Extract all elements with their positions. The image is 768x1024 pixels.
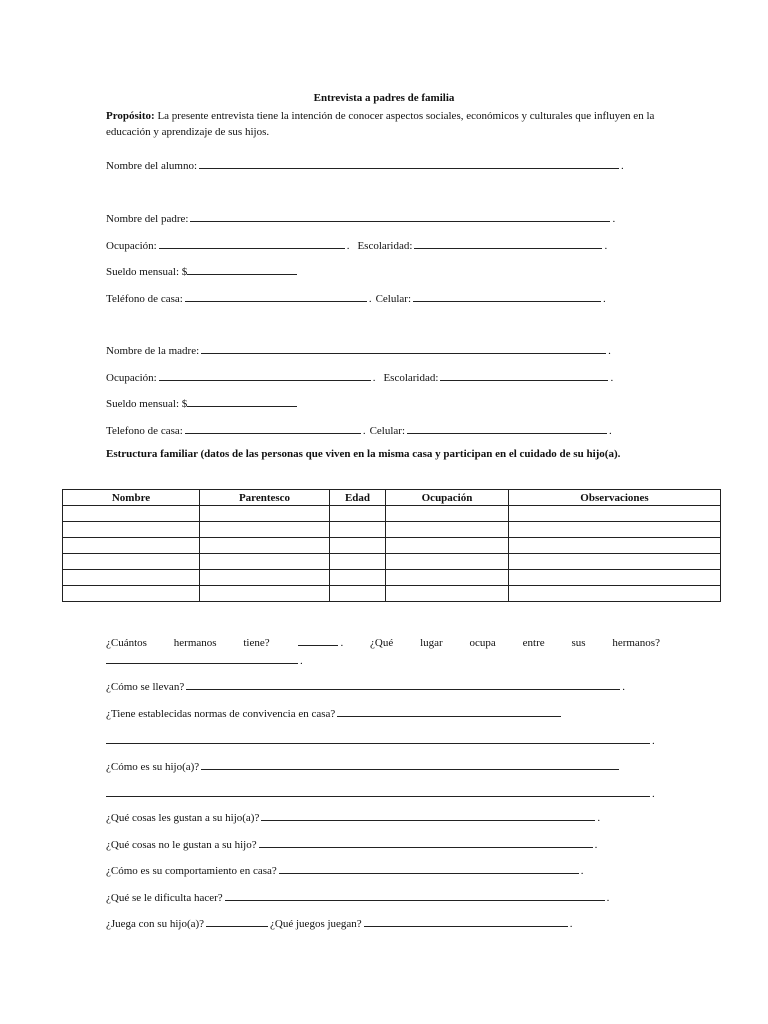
father-occupation-label: Ocupación:	[106, 240, 157, 252]
mother-salary-field[interactable]	[187, 395, 297, 407]
get-along-question: ¿Cómo se llevan?	[106, 681, 185, 693]
mother-schooling-label: Escolaridad:	[383, 372, 439, 384]
purpose-text: La presente entrevista tiene la intención de conocer aspectos sociales, económicos y culturales que influyen en la educación y aprendizaje de sus hijos.	[106, 110, 655, 138]
table-cell[interactable]	[386, 538, 509, 554]
child-like-row	[106, 758, 621, 773]
column-header-edad: Edad	[330, 490, 386, 506]
siblings-word: hermanos?	[612, 637, 660, 649]
father-schooling-label: Escolaridad:	[357, 240, 413, 252]
child-like-field[interactable]	[201, 758, 619, 770]
father-occupation-field[interactable]	[159, 237, 345, 249]
games-field[interactable]	[364, 915, 568, 927]
table-cell[interactable]	[386, 522, 509, 538]
table-cell[interactable]	[509, 538, 721, 554]
table-cell[interactable]	[509, 570, 721, 586]
father-phone-row: Teléfono de casa: . Celular: .	[106, 290, 606, 305]
student-name-field[interactable]	[199, 157, 619, 169]
dislikes-row: ¿Qué cosas no le gustan a su hijo? .	[106, 836, 597, 851]
mother-phone-row: Telefono de casa: . Celular: .	[106, 422, 612, 437]
child-like-field-line-2[interactable]	[106, 785, 650, 797]
rules-continuation-row: .	[106, 732, 655, 747]
mother-name-field[interactable]	[201, 342, 606, 354]
table-cell[interactable]	[386, 554, 509, 570]
family-structure-heading: Estructura familiar (datos de las personas que viven en la misma casa y participan en el cuidado de su hijo(a).	[106, 448, 621, 460]
siblings-question-row	[106, 634, 660, 649]
family-table-header-row	[63, 490, 721, 506]
column-header-nombre: Nombre	[63, 490, 200, 506]
father-name-row: Nombre del padre: .	[106, 210, 615, 225]
table-row	[63, 570, 721, 586]
dislikes-question: ¿Qué cosas no le gustan a su hijo?	[106, 839, 257, 851]
father-cell-label: Celular:	[375, 293, 411, 305]
siblings-word: ¿Cuántos	[106, 637, 147, 649]
siblings-word: sus	[571, 637, 586, 649]
siblings-word: hermanos	[173, 637, 217, 649]
table-cell[interactable]	[509, 522, 721, 538]
siblings-word: ¿Qué	[370, 637, 394, 649]
table-cell[interactable]	[386, 586, 509, 602]
table-cell[interactable]	[63, 554, 200, 570]
mother-occupation-row: Ocupación: . Escolaridad: .	[106, 369, 613, 384]
dislikes-field[interactable]	[259, 836, 593, 848]
table-cell[interactable]	[63, 586, 200, 602]
student-name-label: Nombre del alumno:	[106, 160, 198, 172]
purpose-paragraph	[106, 108, 666, 140]
table-row	[63, 522, 721, 538]
siblings-count-group: .	[296, 634, 343, 649]
behavior-question: ¿Cómo es su comportamiento en casa?	[106, 865, 277, 877]
mother-phone-field[interactable]	[185, 422, 361, 434]
father-salary-row	[106, 263, 299, 278]
mother-cell-label: Celular:	[369, 425, 405, 437]
likes-row: ¿Qué cosas les gustan a su hijo(a)? .	[106, 809, 600, 824]
purpose-label: Propósito:	[106, 110, 155, 122]
child-like-continuation-row: .	[106, 785, 655, 800]
table-row	[63, 506, 721, 522]
likes-question: ¿Qué cosas les gustan a su hijo(a)?	[106, 812, 260, 824]
mother-occupation-field[interactable]	[159, 369, 371, 381]
table-row	[63, 554, 721, 570]
table-cell[interactable]	[63, 570, 200, 586]
table-cell[interactable]	[330, 538, 386, 554]
table-cell[interactable]	[200, 506, 330, 522]
rules-field-line-2[interactable]	[106, 732, 650, 744]
table-cell[interactable]	[330, 506, 386, 522]
table-cell[interactable]	[386, 570, 509, 586]
behavior-row: ¿Cómo es su comportamiento en casa? .	[106, 862, 584, 877]
father-occupation-row: Ocupación: . Escolaridad: .	[106, 237, 607, 252]
table-cell[interactable]	[63, 538, 200, 554]
father-salary-label: Sueldo mensual: $	[106, 266, 188, 278]
rules-question: ¿Tiene establecidas normas de convivencia en casa?	[106, 708, 336, 720]
mother-phone-label: Telefono de casa:	[106, 425, 183, 437]
rules-row	[106, 705, 563, 720]
get-along-field[interactable]	[186, 678, 620, 690]
games-question: ¿Qué juegos juegan?	[270, 918, 362, 930]
table-cell[interactable]	[509, 506, 721, 522]
siblings-word: ocupa	[469, 637, 496, 649]
siblings-word: entre	[522, 637, 545, 649]
play-question: ¿Juega con su hijo(a)?	[106, 918, 205, 930]
siblings-count-field[interactable]	[298, 634, 338, 646]
behavior-field[interactable]	[279, 862, 579, 874]
father-phone-label: Teléfono de casa:	[106, 293, 183, 305]
table-cell[interactable]	[330, 554, 386, 570]
table-cell[interactable]	[330, 586, 386, 602]
table-cell[interactable]	[200, 522, 330, 538]
child-like-question: ¿Cómo es su hijo(a)?	[106, 761, 200, 773]
table-cell[interactable]	[63, 506, 200, 522]
family-structure-table	[62, 489, 721, 602]
father-cell-field[interactable]	[413, 290, 601, 302]
mother-salary-row	[106, 395, 299, 410]
father-name-label: Nombre del padre:	[106, 213, 189, 225]
father-phone-field[interactable]	[185, 290, 367, 302]
table-cell[interactable]	[200, 554, 330, 570]
student-name-row: Nombre del alumno: .	[106, 157, 624, 172]
get-along-row: ¿Cómo se llevan? .	[106, 678, 625, 693]
father-salary-field[interactable]	[187, 263, 297, 275]
table-row	[63, 586, 721, 602]
sibling-position-field[interactable]	[106, 652, 298, 664]
difficult-field[interactable]	[225, 889, 605, 901]
mother-schooling-field[interactable]	[440, 369, 608, 381]
table-cell[interactable]	[509, 554, 721, 570]
father-name-field[interactable]	[190, 210, 610, 222]
rules-field[interactable]	[337, 705, 561, 717]
table-cell[interactable]	[509, 586, 721, 602]
siblings-word: lugar	[420, 637, 443, 649]
column-header-observaciones: Observaciones	[509, 490, 721, 506]
likes-field[interactable]	[261, 809, 595, 821]
difficult-question: ¿Qué se le dificulta hacer?	[106, 892, 223, 904]
document-title: Entrevista a padres de familia	[313, 92, 455, 104]
table-cell[interactable]	[63, 522, 200, 538]
table-cell[interactable]	[386, 506, 509, 522]
table-row	[63, 538, 721, 554]
sibling-position-row: .	[106, 652, 303, 667]
table-cell[interactable]	[200, 538, 330, 554]
difficult-row: ¿Qué se le dificulta hacer? .	[106, 889, 609, 904]
column-header-parentesco: Parentesco	[200, 490, 330, 506]
mother-occupation-label: Ocupación:	[106, 372, 157, 384]
table-cell[interactable]	[330, 570, 386, 586]
play-field[interactable]	[206, 915, 268, 927]
siblings-word: tiene?	[243, 637, 270, 649]
mother-name-row: Nombre de la madre: .	[106, 342, 611, 357]
father-schooling-field[interactable]	[414, 237, 602, 249]
table-cell[interactable]	[330, 522, 386, 538]
mother-cell-field[interactable]	[407, 422, 607, 434]
column-header-ocupacion: Ocupación	[386, 490, 509, 506]
mother-salary-label: Sueldo mensual: $	[106, 398, 188, 410]
table-cell[interactable]	[200, 586, 330, 602]
mother-name-label: Nombre de la madre:	[106, 345, 200, 357]
table-cell[interactable]	[200, 570, 330, 586]
play-row: ¿Juega con su hijo(a)? ¿Qué juegos juegan? .	[106, 915, 572, 930]
